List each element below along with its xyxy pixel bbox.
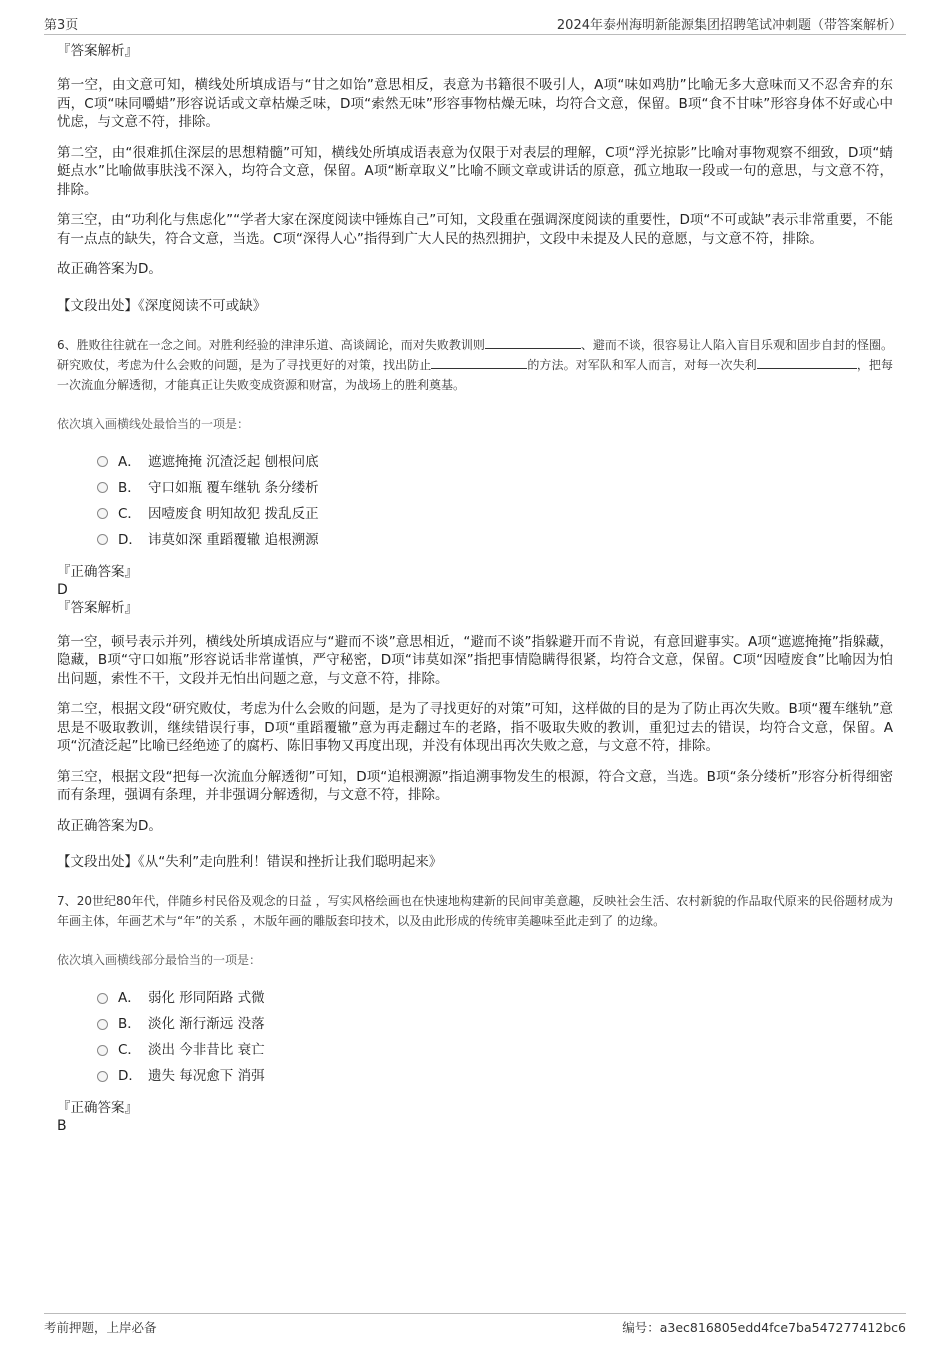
q6-instruction: 依次填入画横线处最恰当的一项是： (57, 416, 250, 431)
blank-3 (757, 356, 857, 369)
radio-icon[interactable] (97, 993, 108, 1004)
q6-answer: D (57, 581, 68, 598)
q6-conclusion: 故正确答案为D。 (57, 817, 162, 834)
q7-instruction: 依次填入画横线部分最恰当的一项是： (57, 953, 262, 967)
q7-answer: B (57, 1118, 67, 1134)
q6-option-a[interactable]: A． 遮遮掩掩 沉渣泛起 刨根问底 (97, 449, 893, 475)
radio-icon[interactable] (97, 456, 108, 467)
q6-option-b[interactable]: B． 守口如瓶 覆车继轨 条分缕析 (97, 475, 893, 501)
q7-option-c[interactable]: C． 淡出 今非昔比 衰亡 (97, 1037, 893, 1063)
page-footer (44, 1313, 906, 1337)
radio-icon[interactable] (97, 1045, 108, 1056)
q5-source: 【文段出处】《深度阅读不可或缺》 (57, 297, 267, 314)
radio-icon[interactable] (97, 508, 108, 519)
q6-options (97, 449, 893, 553)
q6-question-text: 6、胜败往往就在一念之间。对胜利经验的津津乐道、高谈阔论，而对失败教训则 、避而不谈，很容易让人陷入盲目乐观和固步自封的怪圈。研究败仗，考虑为什么会败的问题，是为了寻找更好的对策，找出防止 的方法。对军队和军人而言，对每一次失利 ，把每一次流血分解透彻，才能真正让失败变成资源和财富，为战场上的胜利奠基。 (57, 337, 893, 392)
blank-1 (485, 336, 581, 349)
q5-explanation-3: 第三空，由“功利化与焦虑化”“学者大家在深度阅读中锤炼自己”可知，文段重在强调深度阅读的重要性，D项“不可或缺”表示非常重要，不能有一点点的缺失，符合文意，当选。C项“深得人心”指得到广大人民的热烈拥护，文段中未提及人民的意愿，与文意不符，排除。 (57, 212, 893, 247)
q5-conclusion: 故正确答案为D。 (57, 261, 162, 277)
q6-analysis-label: 『答案解析』 (57, 599, 138, 616)
document-title: 2024年泰州海明新能源集团招聘笔试冲刺题（带答案解析） (556, 18, 902, 33)
document-id: 编号：a3ec816805edd4fce7ba547277412bc6 (622, 1320, 906, 1335)
q6-source: 【文段出处】《从“失利”走向胜利！错误和挫折让我们聪明起来》 (57, 854, 443, 870)
radio-icon[interactable] (97, 1019, 108, 1030)
q6-correct-label: 『正确答案』 (57, 563, 138, 580)
q6-explanation-2: 第二空，根据文段“研究败仗，考虑为什么会败的问题，是为了寻找更好的对策”可知，这样做的目的是为了防止再次失败。B项“覆车继轨”意思是不吸取教训，继续错误行事，D项“重蹈覆辙”意为再走翻过车的老路，指不吸取失败的教训，重犯过去的错误，均符合文意，保留。A项“沉渣泛起”比喻已经绝迹了的腐朽、陈旧事物又再度出现，并没有体现出再次失败之意，与文意不符，排除。 (57, 701, 893, 754)
q5-explanation-2: 第二空，由“很难抓住深层的思想精髓”可知，横线处所填成语表意为仅限于对表层的理解，C项“浮光掠影”比喻对事物观察不细致，D项“蜻蜓点水”比喻做事肤浅不深入，均符合文意，保留。A项“断章取义”比喻不顾文章或讲话的原意，孤立地取一段或一句的意思，与文意不符，排除。 (57, 144, 893, 198)
q7-correct-label: 『正确答案』 (57, 1100, 138, 1116)
q5-analysis-label: 『答案解析』 (57, 43, 138, 59)
main-content (57, 42, 893, 1135)
q7-options (97, 985, 893, 1089)
q6-option-d[interactable]: D． 讳莫如深 重蹈覆辙 追根溯源 (97, 527, 893, 553)
page-header (44, 14, 906, 35)
q5-explanation-1: 第一空，由文意可知，横线处所填成语与“甘之如饴”意思相反，表意为书籍很不吸引人，A项“味如鸡肋”比喻无多大意味而又不忍舍弃的东西，C项“味同嚼蜡”形容说话或文章枯燥乏味，D项“索然无味”形容事物枯燥无味，均符合文意，保留。B项“食不甘味”形容身体不好或心中忧虑，与文意不符，排除。 (57, 77, 893, 130)
q6-option-c[interactable]: C． 因噎废食 明知故犯 拨乱反正 (97, 501, 893, 527)
blank-2 (431, 356, 527, 369)
q6-explanation-1: 第一空，顿号表示并列，横线处所填成语应与“避而不谈”意思相近，“避而不谈”指躲避开而不肯说，有意回避事实。A项“遮遮掩掩”指躲藏，隐藏，B项“守口如瓶”形容说话非常谨慎，严守秘密，D项“讳莫如深”指把事情隐瞒得很紧，均符合文意，保留。C项“因噎废食”比喻因为怕出问题，索性不干，文段并无怕出问题之意，与文意不符，排除。 (57, 633, 893, 687)
q7-option-d[interactable]: D． 遗失 每况愈下 消弭 (97, 1063, 893, 1089)
q7-option-b[interactable]: B． 淡化 渐行渐远 没落 (97, 1011, 893, 1037)
radio-icon[interactable] (97, 1071, 108, 1082)
q7-question-text: 7、20世纪80年代，伴随乡村民俗及观念的日益 ，写实风格绘画也在快速地构建新的民间审美意趣，反映社会生活、农村新貌的作品取代原来的民俗题材成为年画主体，年画艺术与“年”的关系 ，木版年画的雕版套印技术，以及由此形成的传统审美趣味至此走到了 的边缘。 (57, 894, 893, 928)
page-number: 第3页 (44, 18, 79, 33)
radio-icon[interactable] (97, 482, 108, 493)
radio-icon[interactable] (97, 534, 108, 545)
q6-explanation-3: 第三空，根据文段“把每一次流血分解透彻”可知，D项“追根溯源”指追溯事物发生的根源，符合文意，当选。B项“条分缕析”形容分析得细密而有条理，强调有条理，并非强调分解透彻，与文意不符，排除。 (57, 768, 893, 803)
footer-slogan: 考前押题，上岸必备 (44, 1320, 157, 1335)
q7-option-a[interactable]: A． 弱化 形同陌路 式微 (97, 985, 893, 1011)
